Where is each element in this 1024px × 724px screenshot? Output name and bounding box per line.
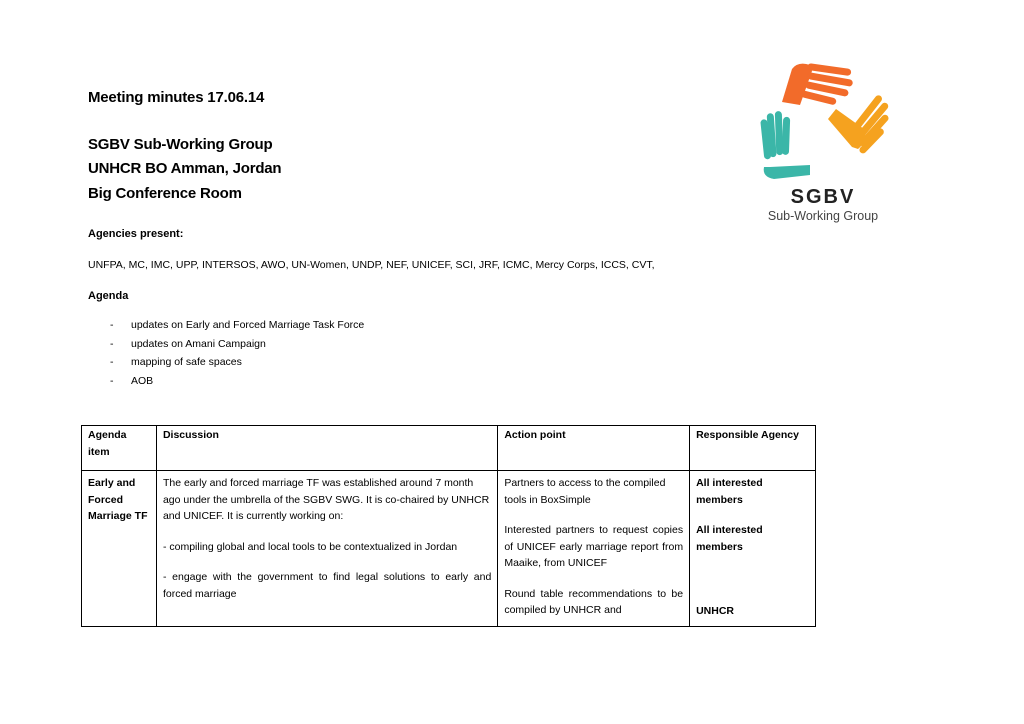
cell-discussion: [156, 471, 497, 627]
logo-subtitle: Sub-Working Group: [767, 209, 879, 223]
meeting-room: Big Conference Room: [88, 185, 242, 202]
header-agenda-item: Agenda item: [82, 426, 157, 471]
agency-text: All interested members: [696, 477, 763, 506]
agenda-list: [110, 319, 364, 393]
page-title: Meeting minutes 17.06.14: [88, 89, 265, 106]
discussion-bullet: - compiling global and local tools to be contextualized in Jordan: [162, 540, 458, 553]
agenda-label: Agenda: [88, 290, 129, 302]
agency-text: All interested members: [696, 524, 763, 553]
agencies-label: Agencies present:: [88, 228, 184, 240]
cell-agenda-item: Early and Forced Marriage TF: [82, 471, 157, 627]
agenda-item: - updates on Amani Campaign: [110, 338, 364, 357]
action-text: Interested partners to request copies of UNICEF early marriage report from Maaike, from UNICEF: [504, 524, 684, 569]
action-text: Partners to access to the compiled tools in BoxSimple: [504, 477, 666, 506]
header-responsible-agency: Responsible Agency: [690, 426, 816, 471]
logo-title: SGBV: [790, 186, 856, 208]
agency-text: UNHCR: [696, 605, 735, 617]
sgbv-logo: [752, 57, 894, 229]
discussion-text: The early and forced marriage TF was established around 7 month ago under the umbrella of the SGBV SWG. It is co-chaired by UNHCR and UNICEF. It is currently working on:: [162, 477, 490, 522]
meeting-location: UNHCR BO Amman, Jordan: [88, 160, 282, 177]
agencies-list: UNFPA, MC, IMC, UPP, INTERSOS, AWO, UN-Women, UNDP, NEF, UNICEF, SCI, JRF, ICMC, Mercy Corps, ICCS, CVT,: [88, 259, 655, 271]
table-header-row: [82, 426, 816, 471]
minutes-table: [81, 425, 816, 627]
hands-logo-icon: [752, 57, 894, 185]
agenda-item: - AOB: [110, 375, 364, 394]
group-name: SGBV Sub-Working Group: [88, 136, 273, 153]
header-discussion: Discussion: [156, 426, 497, 471]
discussion-bullet: - engage with the government to find legal solutions to early and forced marriage: [162, 571, 492, 600]
header-action-point: Action point: [498, 426, 690, 471]
table-row: [82, 471, 816, 627]
agenda-item: - mapping of safe spaces: [110, 356, 364, 375]
action-text: Round table recommendations to be compiled by UNHCR and: [504, 587, 684, 616]
agenda-item: - updates on Early and Forced Marriage Task Force: [110, 319, 364, 338]
cell-action-point: [498, 471, 690, 627]
cell-responsible-agency: [690, 471, 816, 627]
